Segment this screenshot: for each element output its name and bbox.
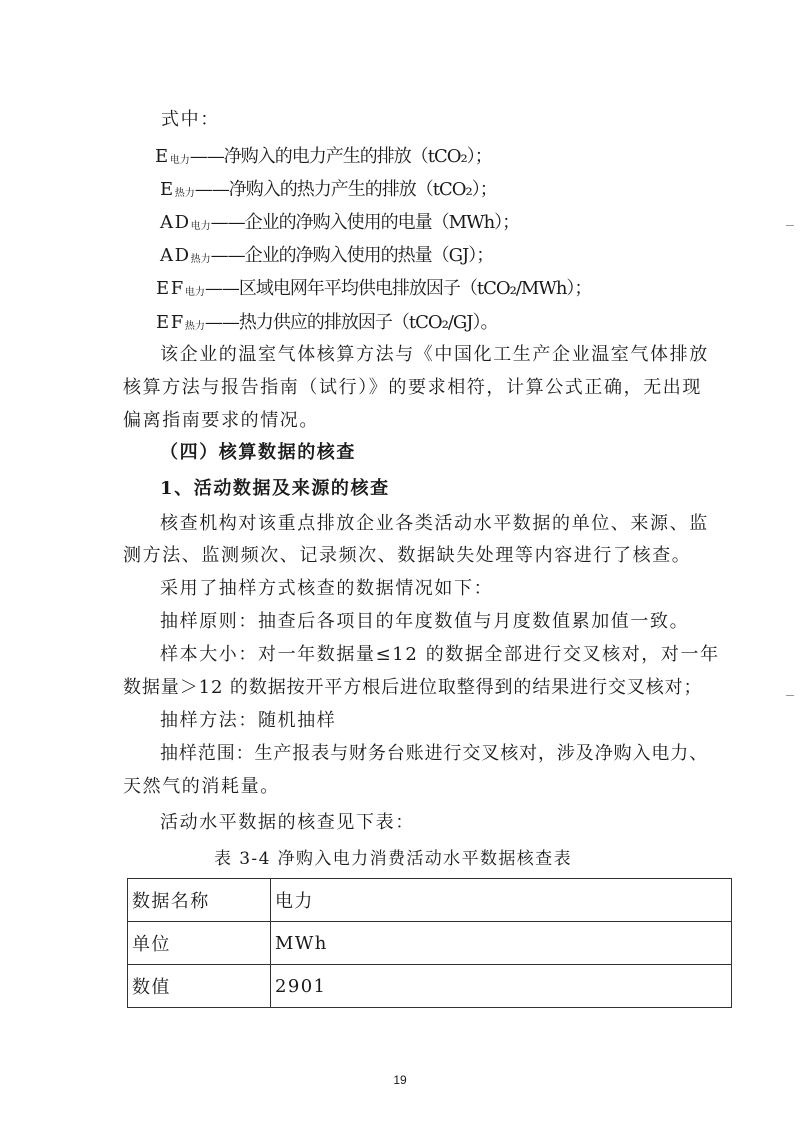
subsection-heading: 1、活动数据及来源的核查 [160,478,390,499]
definition-subscript: 热力 [184,321,205,332]
definition-symbol: E [155,146,170,167]
sample-size-line: 样本大小：对一年数据量≤12 的数据全部进行交叉核对，对一年 [160,644,720,665]
definition-e-electricity [155,145,492,173]
table-value-cell: MWh [271,922,732,965]
definition-subscript: 电力 [184,287,205,298]
sampling-intro: 采用了抽样方式核查的数据情况如下： [160,578,494,599]
definition-symbol: AD [160,212,191,233]
table-row [128,922,732,965]
definition-text: ——区域电网年平均供电排放因子（tCO₂/MWh）； [204,278,592,299]
paragraph-line: 该企业的温室气体核算方法与《中国化工生产企业温室气体排放 [160,344,709,365]
definition-symbol: AD [160,245,191,266]
table-value-cell: 电力 [271,879,732,922]
table-intro: 活动水平数据的核查见下表： [160,812,415,833]
table-value-cell: 2901 [271,965,732,1008]
definition-text: ——净购入的热力产生的排放（tCO₂）； [194,179,497,200]
sampling-principle: 抽样原则：抽查后各项目的年度数值与月度数值累加值一致。 [160,611,690,632]
table-row [128,965,732,1008]
paragraph-line: 核查机构对该重点排放企业各类活动水平数据的单位、来源、监 [160,513,709,534]
table-key-cell: 数据名称 [128,879,271,922]
scan-edge-mark [786,225,794,226]
definition-symbol: E [160,179,175,200]
definition-text: ——企业的净购入使用的热量（GJ）； [210,245,494,266]
definition-subscript: 热力 [174,188,195,199]
definition-text: ——净购入的电力产生的排放（tCO₂）； [189,146,492,167]
formula-intro: 式中： [161,109,220,130]
definition-ad-heat [160,244,493,272]
definition-ef-electricity [156,277,591,305]
paragraph-line: 偏离指南要求的情况。 [123,410,319,431]
activity-data-table [127,878,732,1008]
definition-subscript: 电力 [190,221,211,232]
table-key-cell: 数值 [128,965,271,1008]
sampling-method: 抽样方法：随机抽样 [160,710,337,731]
definition-text: ——企业的净购入使用的电量（MWh）； [210,212,520,233]
definition-subscript: 热力 [190,254,211,265]
table-row [128,879,732,922]
table-caption: 表 3-4 净购入电力消费活动水平数据核查表 [214,849,572,869]
section-heading: （四）核算数据的核查 [160,442,356,463]
sampling-scope-line: 抽样范围：生产报表与财务台账进行交叉核对，涉及净购入电力、 [160,743,709,764]
definition-subscript: 电力 [169,155,190,166]
paragraph-line: 核算方法与报告指南（试行）》的要求相符，计算公式正确，无出现 [123,377,702,398]
definition-ad-electricity [160,211,519,239]
page-number: 19 [393,1073,407,1087]
scan-edge-mark [786,695,794,696]
definition-text: ——热力供应的排放因子（tCO₂/GJ）。 [204,312,498,333]
definition-e-heat [160,178,497,206]
sample-size-line: 数据量＞12 的数据按开平方根后进位取整得到的结果进行交叉核对； [123,677,703,698]
definition-ef-heat [156,311,497,339]
sampling-scope-line: 天然气的消耗量。 [123,776,280,797]
table-key-cell: 单位 [128,922,271,965]
definition-symbol: EF [156,312,185,333]
definition-symbol: EF [156,278,185,299]
paragraph-line: 测方法、监测频次、记录频次、数据缺失处理等内容进行了核查。 [123,545,692,566]
